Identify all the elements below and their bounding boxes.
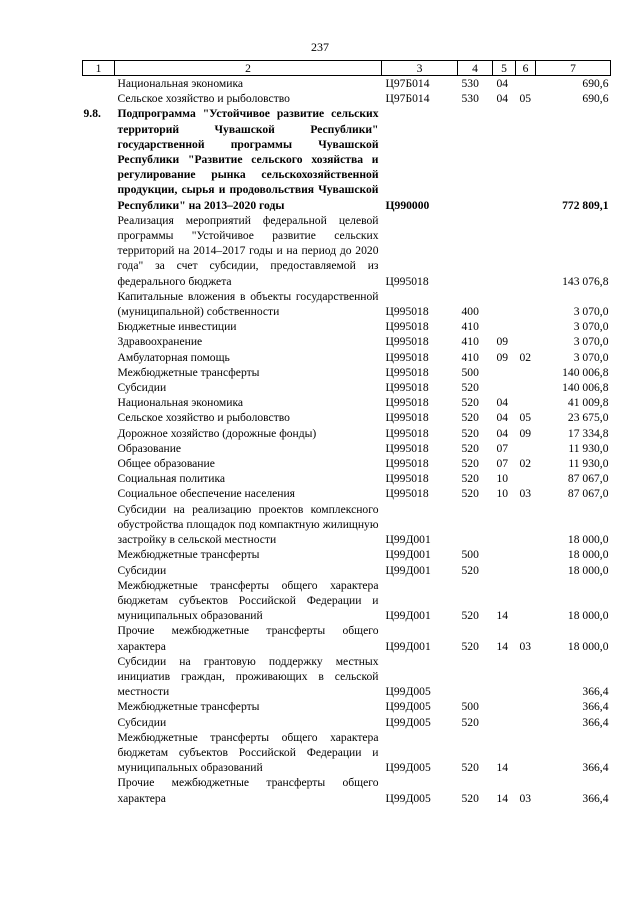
table-row	[83, 502, 611, 548]
row-subsection	[516, 289, 536, 319]
row-subsection	[516, 319, 536, 334]
row-section	[493, 563, 516, 578]
row-amount: 690,6	[582, 92, 609, 106]
row-section: 09	[496, 350, 509, 364]
row-name: Субсидии	[117, 715, 167, 729]
row-expense-type: 520	[461, 441, 479, 455]
row-subsection	[516, 502, 536, 548]
row-target-code: Ц995018	[385, 365, 429, 379]
row-subsection	[516, 106, 536, 212]
row-subsection	[516, 699, 536, 714]
table-row	[83, 106, 611, 212]
row-amount: 18 000,0	[567, 563, 609, 577]
row-amount: 690,6	[582, 77, 609, 90]
row-subsection: 02	[519, 350, 532, 364]
row-name: Бюджетные инвестиции	[117, 320, 237, 334]
row-name: Образование	[117, 441, 182, 455]
row-subsection	[516, 365, 536, 380]
row-amount: 143 076,8	[562, 274, 609, 288]
row-subsection: 02	[519, 457, 532, 471]
row-expense-type: 520	[461, 715, 479, 729]
row-name: Прочие межбюджетные трансферты общего характера	[117, 624, 379, 653]
row-section: 14	[496, 791, 509, 805]
table-row	[83, 365, 611, 380]
row-section: 07	[496, 457, 509, 471]
row-target-code: Ц99Д001	[385, 609, 431, 623]
page-number: 237	[311, 40, 329, 54]
row-amount: 772 809,1	[562, 198, 609, 212]
row-number	[83, 471, 115, 486]
row-amount: 18 000,0	[567, 548, 609, 562]
row-section: 04	[496, 426, 509, 440]
row-target-code: Ц995018	[385, 472, 429, 486]
row-expense-type	[458, 502, 493, 548]
table-row	[83, 775, 611, 805]
table-row	[83, 76, 611, 92]
row-amount: 11 930,0	[568, 457, 609, 471]
table-row	[83, 486, 611, 501]
row-target-code: Ц995018	[385, 396, 429, 410]
table-row	[83, 380, 611, 395]
row-number	[83, 441, 115, 456]
row-expense-type: 520	[461, 639, 479, 653]
table-row	[83, 578, 611, 624]
row-name: Межбюджетные трансферты общего характера бюджетам субъектов Российской Федерации и муниципальных образований	[117, 730, 379, 775]
table-row	[83, 334, 611, 349]
table-row	[83, 319, 611, 334]
row-section	[493, 502, 516, 548]
row-expense-type: 520	[461, 426, 479, 440]
row-number	[83, 350, 115, 365]
header-col-6: 6	[516, 61, 536, 76]
row-amount: 366,4	[582, 685, 609, 699]
table-row	[83, 563, 611, 578]
row-number	[83, 380, 115, 395]
row-target-code: Ц995018	[385, 441, 429, 455]
row-expense-type: 400	[461, 305, 479, 319]
table-row	[83, 410, 611, 425]
row-subsection	[516, 471, 536, 486]
row-expense-type: 520	[461, 457, 479, 471]
row-expense-type	[458, 106, 493, 212]
row-section	[493, 380, 516, 395]
table-row	[83, 699, 611, 714]
row-amount: 366,4	[582, 791, 609, 805]
row-target-code: Ц995018	[385, 381, 429, 395]
row-target-code: Ц995018	[385, 274, 429, 288]
row-target-code: Ц97Б014	[385, 92, 430, 106]
row-name: Межбюджетные трансферты	[117, 700, 260, 714]
row-expense-type: 500	[461, 700, 479, 714]
row-section: 10	[496, 472, 509, 486]
row-subsection	[516, 213, 536, 289]
row-subsection	[516, 76, 536, 92]
row-number	[83, 502, 115, 548]
row-section	[493, 715, 516, 730]
row-number	[83, 486, 115, 501]
table-row	[83, 350, 611, 365]
row-name: Субсидии на реализацию проектов комплексного обустройства площадок под компактную жилищную застройку в сельской местности	[117, 502, 379, 547]
row-target-code: Ц97Б014	[385, 77, 430, 90]
row-subsection: 05	[519, 411, 532, 425]
row-amount: 11 930,0	[568, 441, 609, 455]
row-target-code: Ц99Д001	[385, 533, 431, 547]
row-target-code: Ц99Д001	[385, 639, 431, 653]
row-amount: 3 070,0	[573, 305, 609, 319]
row-section: 14	[496, 761, 509, 775]
row-amount: 41 009,8	[567, 396, 609, 410]
row-name: Сельское хозяйство и рыболовство	[117, 411, 290, 425]
row-number	[83, 334, 115, 349]
row-expense-type: 410	[461, 350, 479, 364]
row-number	[83, 547, 115, 562]
row-expense-type: 500	[461, 548, 479, 562]
row-amount: 366,4	[582, 700, 609, 714]
row-expense-type: 520	[461, 791, 479, 805]
row-expense-type: 520	[461, 761, 479, 775]
header-col-7: 7	[536, 61, 611, 76]
row-subsection	[516, 730, 536, 776]
row-subsection: 03	[519, 791, 532, 805]
table-row	[83, 547, 611, 562]
row-name: Реализация мероприятий федеральной целевой программы "Устойчивое развитие сельских территорий на 2014–2017 годы и на период до 2020 года" за счет субсидии, предоставляемой из федерального бюджета	[117, 213, 379, 288]
row-amount: 140 006,8	[562, 381, 609, 395]
row-expense-type: 520	[461, 396, 479, 410]
row-expense-type: 520	[461, 411, 479, 425]
row-subsection: 03	[519, 487, 532, 501]
row-section: 14	[496, 639, 509, 653]
row-expense-type: 520	[461, 609, 479, 623]
row-amount: 366,4	[582, 715, 609, 729]
row-subsection	[516, 334, 536, 349]
row-number	[83, 395, 115, 410]
row-subsection	[516, 441, 536, 456]
row-target-code: Ц99Д001	[385, 563, 431, 577]
table-row	[83, 623, 611, 653]
row-amount: 17 334,8	[567, 426, 609, 440]
row-amount: 23 675,0	[567, 411, 609, 425]
row-name: Межбюджетные трансферты	[117, 548, 260, 562]
row-expense-type: 530	[461, 92, 479, 106]
row-target-code: Ц995018	[385, 305, 429, 319]
row-target-code: Ц99Д005	[385, 685, 431, 699]
header-col-4: 4	[458, 61, 493, 76]
row-name: Субсидии	[117, 381, 167, 395]
table-row	[83, 715, 611, 730]
row-name: Сельское хозяйство и рыболовство	[117, 92, 290, 106]
row-target-code: Ц99Д005	[385, 715, 431, 729]
row-name: Дорожное хозяйство (дорожные фонды)	[117, 426, 317, 440]
table-header-row	[83, 61, 611, 76]
row-subsection	[516, 395, 536, 410]
row-amount: 18 000,0	[567, 639, 609, 653]
row-name: Субсидии на грантовую поддержку местных инициатив граждан, проживающих в сельской местности	[117, 654, 379, 699]
header-col-1: 1	[83, 61, 115, 76]
row-name: Национальная экономика	[117, 77, 244, 90]
row-number: 9.8.	[83, 107, 101, 121]
row-number	[83, 76, 115, 92]
row-name: Капитальные вложения в объекты государственной (муниципальной) собственности	[117, 289, 379, 319]
row-subsection: 05	[519, 92, 532, 106]
row-number	[83, 289, 115, 319]
row-number	[83, 213, 115, 289]
row-name: Прочие межбюджетные трансферты общего характера	[117, 776, 379, 805]
row-expense-type: 410	[461, 320, 479, 334]
table-row	[83, 441, 611, 456]
row-target-code: Ц995018	[385, 411, 429, 425]
row-number	[83, 654, 115, 700]
row-target-code: Ц995018	[385, 426, 429, 440]
row-target-code: Ц995018	[385, 320, 429, 334]
row-section	[493, 547, 516, 562]
header-col-3: 3	[382, 61, 458, 76]
table-row	[83, 456, 611, 471]
row-amount: 87 067,0	[567, 472, 609, 486]
row-number	[83, 319, 115, 334]
row-name: Социальное обеспечение населения	[117, 487, 296, 501]
row-subsection	[516, 563, 536, 578]
row-expense-type: 530	[461, 77, 479, 90]
row-subsection: 03	[519, 639, 532, 653]
row-subsection	[516, 654, 536, 700]
row-expense-type: 410	[461, 335, 479, 349]
table-row	[83, 91, 611, 106]
row-name: Субсидии	[117, 563, 167, 577]
row-section: 04	[496, 396, 509, 410]
row-section: 04	[496, 411, 509, 425]
row-subsection	[516, 380, 536, 395]
row-amount: 140 006,8	[562, 365, 609, 379]
header-col-2: 2	[115, 61, 382, 76]
row-target-code: Ц995018	[385, 457, 429, 471]
row-number	[83, 715, 115, 730]
budget-table	[82, 60, 611, 806]
row-name: Межбюджетные трансферты	[117, 365, 260, 379]
row-expense-type	[458, 654, 493, 700]
row-section	[493, 289, 516, 319]
row-section: 09	[496, 335, 509, 349]
row-number	[83, 91, 115, 106]
row-target-code: Ц99Д005	[385, 761, 431, 775]
row-section	[493, 319, 516, 334]
row-target-code: Ц990000	[385, 198, 430, 212]
row-section	[493, 213, 516, 289]
row-expense-type: 520	[461, 472, 479, 486]
row-number	[83, 775, 115, 805]
row-number	[83, 456, 115, 471]
row-subsection: 09	[519, 426, 532, 440]
row-number	[83, 365, 115, 380]
row-number	[83, 699, 115, 714]
table-row	[83, 395, 611, 410]
table-row	[83, 289, 611, 319]
row-number	[83, 410, 115, 425]
row-name: Межбюджетные трансферты общего характера бюджетам субъектов Российской Федерации и муниципальных образований	[117, 578, 379, 623]
row-target-code: Ц995018	[385, 335, 429, 349]
table-row	[83, 730, 611, 776]
row-amount: 3 070,0	[573, 335, 609, 349]
row-amount: 18 000,0	[567, 609, 609, 623]
row-number	[83, 563, 115, 578]
row-name: Социальная политика	[117, 472, 226, 486]
row-number	[83, 623, 115, 653]
row-section: 04	[496, 77, 509, 90]
table-row	[83, 426, 611, 441]
row-section: 14	[496, 609, 509, 623]
row-name: Здравоохранение	[117, 335, 203, 349]
row-expense-type: 520	[461, 487, 479, 501]
table-row	[83, 213, 611, 289]
row-section: 07	[496, 441, 509, 455]
row-number	[83, 426, 115, 441]
table-row	[83, 471, 611, 486]
row-subsection	[516, 715, 536, 730]
row-amount: 366,4	[582, 761, 609, 775]
row-expense-type	[458, 213, 493, 289]
row-amount: 3 070,0	[573, 350, 609, 364]
row-section	[493, 699, 516, 714]
row-number	[83, 578, 115, 624]
row-subsection	[516, 578, 536, 624]
row-expense-type: 500	[461, 365, 479, 379]
row-target-code: Ц99Д001	[385, 548, 431, 562]
row-name: Общее образование	[117, 457, 215, 471]
row-expense-type: 520	[461, 381, 479, 395]
row-section: 04	[496, 92, 509, 106]
row-target-code: Ц99Д005	[385, 700, 431, 714]
row-number	[83, 730, 115, 776]
row-amount: 87 067,0	[567, 487, 609, 501]
header-col-5: 5	[493, 61, 516, 76]
row-amount: 18 000,0	[567, 533, 609, 547]
row-amount: 3 070,0	[573, 320, 609, 334]
row-name: Национальная экономика	[117, 396, 244, 410]
row-target-code: Ц99Д005	[385, 791, 431, 805]
table-row	[83, 654, 611, 700]
row-target-code: Ц995018	[385, 487, 429, 501]
row-section	[493, 654, 516, 700]
row-target-code: Ц995018	[385, 350, 429, 364]
row-name: Подпрограмма "Устойчивое развитие сельских территорий Чувашской Республики" государственной программы Чувашской Республики "Развитие сельского хозяйства и регулирование рынка сельскохозяйственной продукции, сырья и продовольствия Чувашской Республики" на 2013–2020 годы	[117, 107, 379, 212]
row-expense-type: 520	[461, 563, 479, 577]
row-section: 10	[496, 487, 509, 501]
row-section	[493, 106, 516, 212]
row-section	[493, 365, 516, 380]
row-name: Амбулаторная помощь	[117, 350, 230, 364]
row-subsection	[516, 547, 536, 562]
